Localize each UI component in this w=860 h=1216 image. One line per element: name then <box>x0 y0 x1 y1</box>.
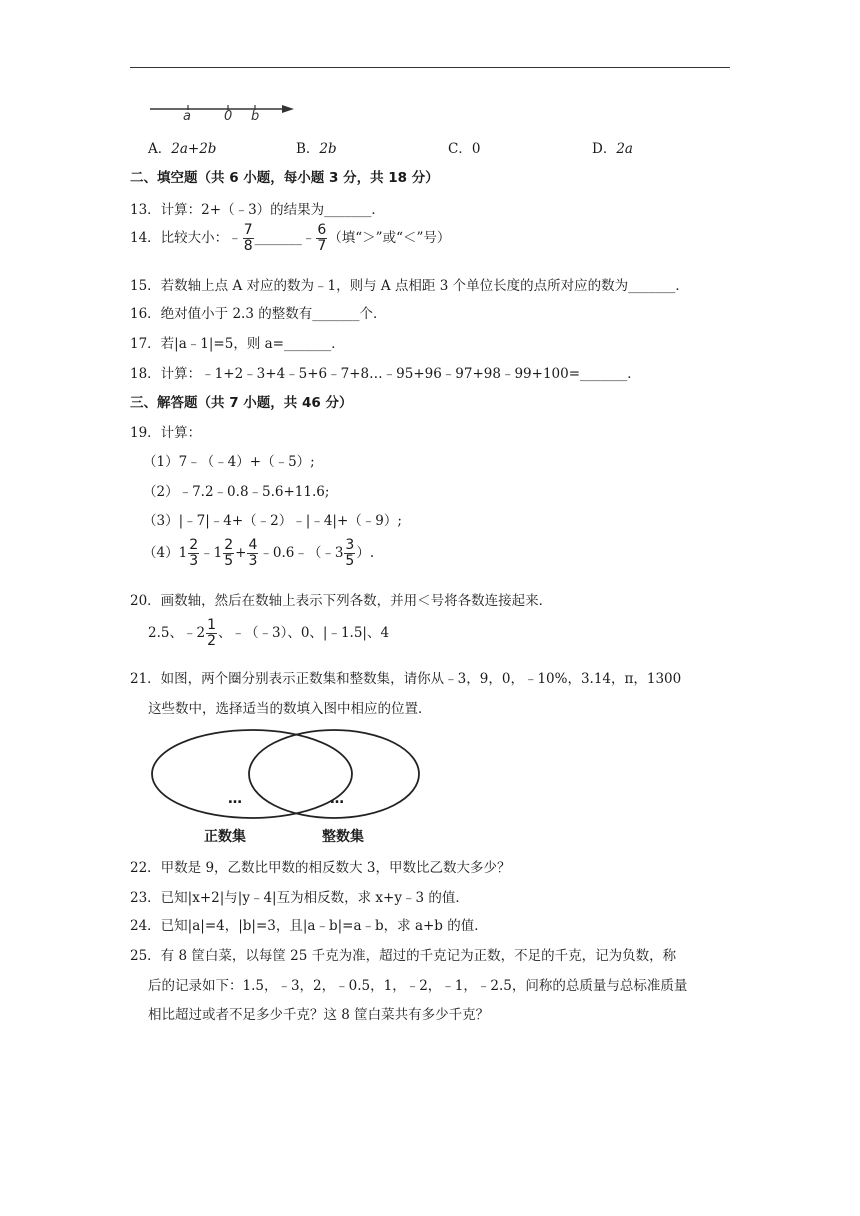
question-14 <box>130 223 450 254</box>
integer-set-label: 整数集 <box>322 829 364 845</box>
frac-denominator: 5 <box>224 553 234 569</box>
frac-numerator: 2 <box>189 537 199 553</box>
frac-denominator: 3 <box>248 553 258 569</box>
fraction-1-2 <box>206 618 217 649</box>
option-text: 2a+2b <box>171 141 217 157</box>
option-a <box>148 137 216 157</box>
number-line-label-a: a <box>183 109 191 124</box>
option-letter: C． <box>448 141 472 157</box>
option-text: 2b <box>319 141 337 157</box>
frac-numerator: 4 <box>248 537 258 553</box>
venn-dots-right: … <box>330 791 344 807</box>
frac-numerator: 7 <box>243 222 253 238</box>
frac-numerator: 2 <box>224 537 234 553</box>
header-rule <box>130 67 730 68</box>
q19p4-seg: ﹣0.6﹣（﹣3 <box>259 545 344 561</box>
q14-blank: _______ <box>254 230 302 246</box>
question-25-line3: 相比超过或者不足多少千克？这 8 筐白菜共有多少千克？ <box>148 1007 490 1023</box>
question-18: 18．计算：﹣1+2﹣3+4﹣5+6﹣7+8…﹣95+96﹣97+98﹣99+100=_______． <box>130 366 641 382</box>
venn-diagram <box>150 728 430 824</box>
option-letter: A． <box>148 141 172 157</box>
option-text: 2a <box>616 141 633 157</box>
fraction <box>344 538 355 569</box>
frac-numerator: 3 <box>345 537 355 553</box>
question-22: 22．甲数是 9，乙数比甲数的相反数大 3，甲数比乙数大多少？ <box>130 860 511 876</box>
q19p4-seg: ﹣1 <box>200 545 223 561</box>
question-21-line1: 21．如图，两个圈分别表示正数集和整数集，请你从﹣3，9，0，﹣10%，3.14，π，1300 <box>130 671 682 687</box>
number-line-arrow <box>282 105 294 113</box>
question-19-part4 <box>143 538 374 569</box>
frac-denominator: 3 <box>189 553 199 569</box>
fraction-6-7 <box>316 223 327 254</box>
option-letter: B． <box>296 141 320 157</box>
option-text: 0 <box>471 141 481 157</box>
q19p4-seg: + <box>235 545 247 561</box>
question-13: 13．计算：2+（﹣3）的结果为_______． <box>130 202 385 218</box>
question-16: 16．绝对值小于 2.3 的整数有_______个． <box>130 306 387 322</box>
option-b <box>296 137 337 157</box>
question-19-part2: （2）﹣7.2﹣0.8﹣5.6+11.6; <box>143 484 330 500</box>
number-line-label-b: b <box>251 109 260 124</box>
fraction <box>223 538 234 569</box>
frac-denominator: 5 <box>345 553 355 569</box>
q19p4-seg: （4）1 <box>143 545 188 561</box>
fraction-7-8 <box>243 223 254 254</box>
question-19-part3: （3）|﹣7|﹣4+（﹣2）﹣|﹣4|+（﹣9）; <box>143 513 402 529</box>
question-19-stem: 19．计算： <box>130 425 202 441</box>
fraction <box>247 538 258 569</box>
section2-title: 二、填空题（共 6 小题，每小题 3 分，共 18 分） <box>130 170 439 186</box>
positive-set-label: 正数集 <box>204 829 246 845</box>
question-25-line2: 后的记录如下：1.5，﹣3，2，﹣0.5，1，﹣2，﹣1，﹣2.5，问称的总质量与总标准质量 <box>148 978 688 994</box>
frac-denominator: 2 <box>207 633 216 649</box>
question-15: 15．若数轴上点 A 对应的数为﹣1，则与 A 点相距 3 个单位长度的点所对应的数为_______． <box>130 278 689 294</box>
frac-denominator: 7 <box>317 238 327 254</box>
question-23: 23．已知|x+2|与|y﹣4|互为相反数，求 x+y﹣3 的值． <box>130 890 469 906</box>
q14-suffix: （填“＞”或“＜”号） <box>328 230 451 246</box>
q14-prefix: 14．比较大小：﹣ <box>130 230 242 246</box>
question-20-stem: 20．画数轴，然后在数轴上表示下列各数，并用＜号将各数连接起来． <box>130 593 553 609</box>
option-d <box>592 137 633 157</box>
question-21-line2: 这些数中，选择适当的数填入图中相应的位置． <box>148 701 432 717</box>
number-line-figure <box>148 100 298 126</box>
q20-seg: 、﹣（﹣3）、0、|﹣1.5|、4 <box>217 625 390 641</box>
q20-seg: 2.5、﹣2 <box>148 625 206 641</box>
q19p4-seg: ）. <box>356 545 375 561</box>
frac-numerator: 1 <box>207 617 216 633</box>
section3-title: 三、解答题（共 7 小题，共 46 分） <box>130 395 353 411</box>
frac-denominator: 8 <box>243 238 253 254</box>
question-17: 17．若|a﹣1|=5，则 a=_______． <box>130 336 345 352</box>
fraction <box>188 538 199 569</box>
positive-set-circle <box>152 730 352 818</box>
number-line-label-0: 0 <box>224 109 233 124</box>
option-c <box>448 137 480 157</box>
question-19-part1: （1）7﹣（﹣4）+（﹣5）; <box>143 454 315 470</box>
venn-dots-left: … <box>228 791 242 807</box>
question-24: 24．已知|a|=4，|b|=3，且|a﹣b|=a﹣b，求 a+b 的值． <box>130 918 488 934</box>
option-letter: D． <box>592 141 617 157</box>
frac-numerator: 6 <box>317 222 327 238</box>
question-25-line1: 25．有 8 筐白菜，以每筐 25 千克为准，超过的千克记为正数，不足的千克，记为负数，称 <box>130 948 677 964</box>
q14-minus: ﹣ <box>301 230 316 246</box>
question-20-numbers <box>148 618 389 649</box>
